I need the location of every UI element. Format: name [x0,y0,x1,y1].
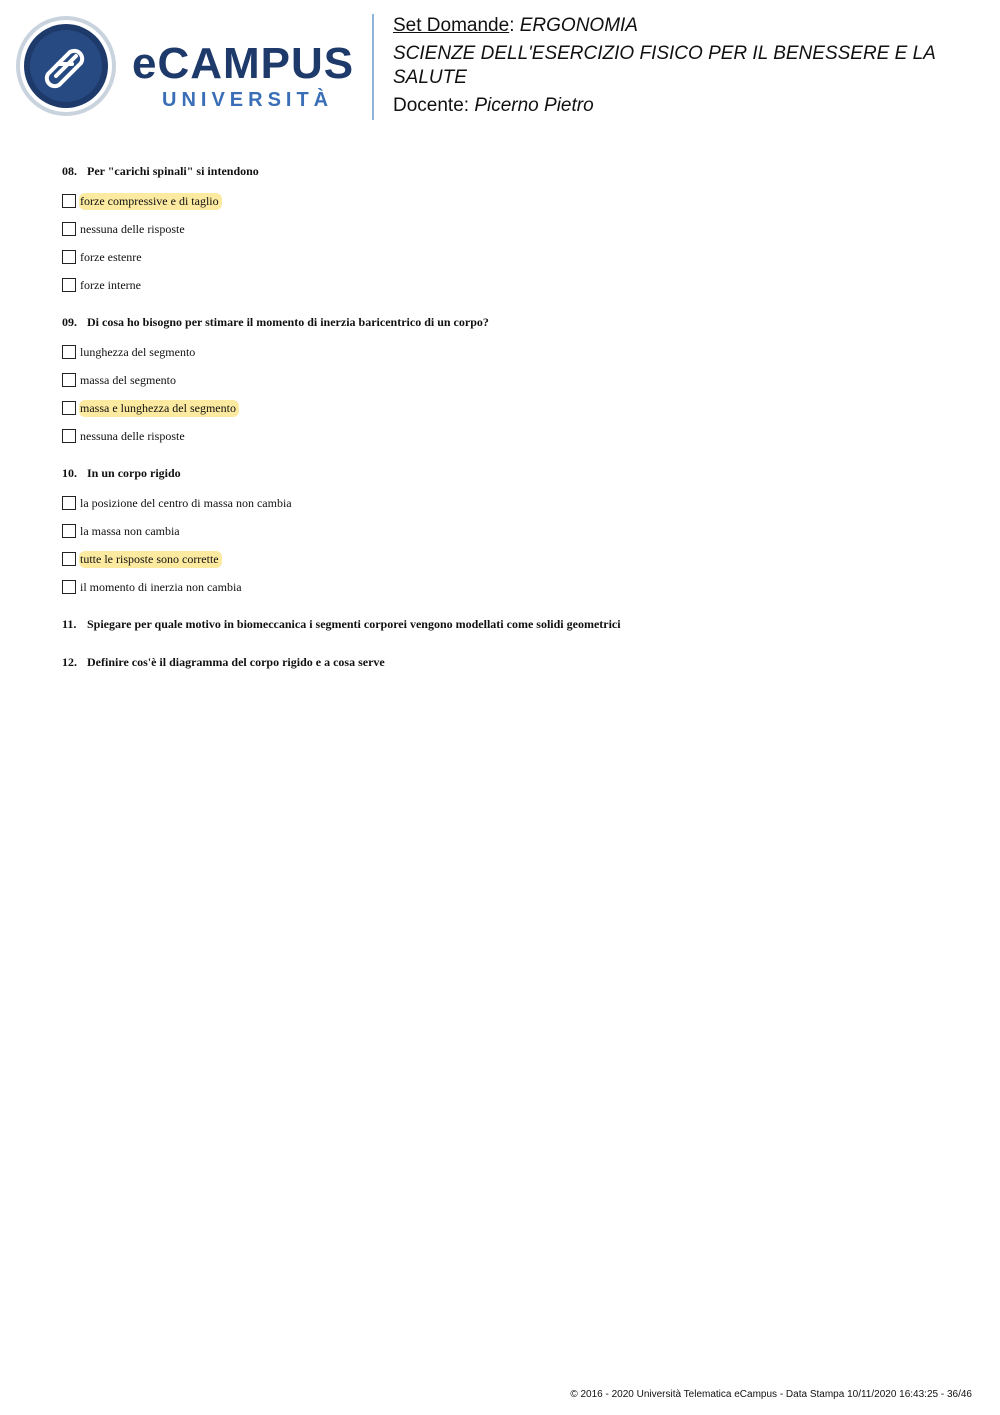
page-footer: © 2016 - 2020 Università Telematica eCampus - Data Stampa 10/11/2020 16:43:25 - 36/46 [570,1389,972,1400]
answer-option[interactable] [62,187,962,215]
answer-text: tutte le risposte sono corrette [79,551,222,568]
docente-label: Docente: [393,95,475,116]
header-divider [372,14,374,120]
set-label: Set Domande [393,15,510,36]
checkbox[interactable] [62,373,76,387]
checkbox[interactable] [62,250,76,264]
checkbox[interactable] [62,278,76,292]
answer-option[interactable] [62,545,962,573]
checkbox[interactable] [62,552,76,566]
answer-text: il momento di inerzia non cambia [80,579,242,594]
answer-text: lunghezza del segmento [80,344,196,359]
question-number: 08. [62,164,77,178]
question-10 [62,464,962,601]
set-value: ERGONOMIA [519,15,638,36]
question-title [62,653,962,671]
answer-text: la massa non cambia [80,523,180,538]
brand-subtitle: UNIVERSITÀ [162,89,334,111]
set-separator: : [509,15,520,36]
question-number: 11. [62,617,77,631]
answer-option[interactable] [62,422,962,450]
answer-text: forze estenre [80,249,142,264]
answer-text: massa e lunghezza del segmento [79,400,239,417]
course-title: SCIENZE DELL'ESERCIZIO FISICO PER IL BENESSERE E LA SALUTE [393,43,936,88]
question-text: Spiegare per quale motivo in biomeccanica i segmenti corporei vengono modellati come solidi geometrici [87,617,621,631]
docente-value: Picerno Pietro [474,95,594,116]
checkbox[interactable] [62,194,76,208]
question-text: In un corpo rigido [87,466,181,480]
question-title [62,615,962,633]
answer-text: forze interne [80,277,141,292]
answer-option[interactable] [62,517,962,545]
ecampus-logo-icon [14,14,118,118]
question-title [62,313,962,331]
checkbox[interactable] [62,345,76,359]
question-title [62,162,962,180]
question-number: 09. [62,315,77,329]
answer-option[interactable] [62,215,962,243]
brand-logotype [132,40,362,112]
answer-option[interactable] [62,573,962,601]
question-number: 12. [62,655,77,669]
question-12 [62,653,962,671]
question-list [62,162,962,691]
answer-text: nessuna delle risposte [80,221,185,236]
answer-option[interactable] [62,366,962,394]
answer-option[interactable] [62,394,962,422]
brand-name: eCAMPUS [132,39,355,88]
checkbox[interactable] [62,222,76,236]
answer-option[interactable] [62,489,962,517]
question-number: 10. [62,466,77,480]
question-text: Di cosa ho bisogno per stimare il momento di inerzia baricentrico di un corpo? [87,315,489,329]
document-header [393,14,983,118]
question-text: Per "carichi spinali" si intendono [87,164,259,178]
question-08 [62,162,962,299]
answer-text: la posizione del centro di massa non cambia [80,495,292,510]
question-title [62,464,962,482]
checkbox[interactable] [62,429,76,443]
checkbox[interactable] [62,580,76,594]
question-11 [62,615,962,633]
answer-text: nessuna delle risposte [80,428,185,443]
question-09 [62,313,962,450]
answer-option[interactable] [62,338,962,366]
answer-text: massa del segmento [80,372,176,387]
answer-option[interactable] [62,243,962,271]
answer-option[interactable] [62,271,962,299]
checkbox[interactable] [62,401,76,415]
question-text: Definire cos'è il diagramma del corpo rigido e a cosa serve [87,655,385,669]
answer-text: forze compressive e di taglio [79,193,222,210]
checkbox[interactable] [62,524,76,538]
checkbox[interactable] [62,496,76,510]
